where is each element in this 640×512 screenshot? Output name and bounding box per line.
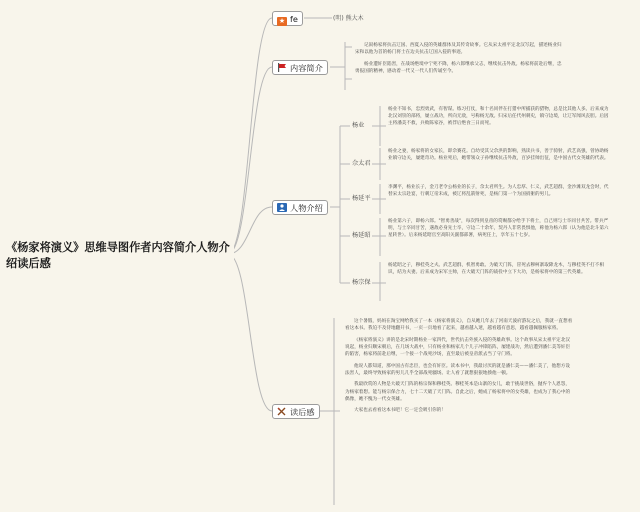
flag-icon (277, 62, 287, 71)
person-icon (277, 202, 287, 211)
character-description (388, 218, 613, 258)
branch-author[interactable] (272, 11, 303, 26)
review-paragraph: 他说人都知道，那中国古有忠臣，也会有奸臣。读本书中，我最讨厌的就是潘仁美——潘仁美了，他想方设法害人，最终导致杨家的男儿几乎全部战死疆场。让人看了就想狠狠地揍他一顿。 (345, 363, 570, 376)
character-text: 杨业之妻，杨家将的女家长，即佘赛花。自幼受其父佘洪的影响，熟读兵书，善于骑射，武艺高强，曾协助杨业镇守边关，屡建奇功。杨业死后，她带领众子孙继续抗击外敌，百岁挂帅出征，是中国古代女英雄的代表。 (388, 149, 609, 162)
character-text: 杨业第六子，即杨六郎。"智勇善战"，每次得到皇帝的赏赐都分给手下将士，自己则与士卒同甘共苦。带兵严明，与士卒同甘苦，遇敌必身先士卒，守边二十余年，契丹人非常畏惧他，称他为杨六郎（认为他是北斗第六星转世）。后来杨延昭官至高阳关副都部署，病死任上，享年五十七岁。 (388, 219, 609, 239)
character-name: 佘太君 (352, 160, 371, 167)
branch-intro[interactable] (272, 60, 328, 75)
character-description (388, 262, 613, 303)
branch-author-label: fe (290, 14, 298, 24)
intro-paragraph: 记叙杨家将抗击辽国、西夏入侵的英雄群体及其传奇故事。它从宋太祖平定北汉写起，描述杨业归宋和以他为首的杨门将士在边关抗击辽国入侵的事迹。 (355, 43, 562, 56)
review-paragraph: 这个暑假，妈妈在淘宝网给我买了一本《杨家将演义》，自从她几年去了河南天波府游玩之后，我就一直想看看这本书。我迫不及待地翻开书，一页一页地看了起来，越看越入迷，越看越有意思，越看越佩服杨家将。 (345, 319, 573, 332)
character-description (388, 106, 613, 150)
character-name: 杨业 (352, 122, 365, 129)
character-description (388, 148, 613, 182)
mindmap-root-title: 《杨家将演义》思维导图作者内容简介人物介绍读后感 (6, 240, 234, 272)
character-name: 杨宗保 (352, 279, 371, 286)
branch-characters[interactable] (272, 200, 328, 215)
branch-characters-label: 人物介绍 (290, 203, 323, 213)
star-icon: ★ (278, 17, 286, 25)
branch-review-label: 读后感 (290, 407, 315, 417)
intro-paragraph: 杨业遭奸臣陷害，在战场绝境中宁死不降，杨六郎继承父志，继续抗击外敌。杨家将前赴后继，忠勇报国的精神，感动着一代又一代人们传诵至今。 (355, 61, 562, 74)
swords-icon (277, 406, 287, 415)
review-text (345, 318, 573, 508)
review-paragraph: 《杨家将演义》讲的是北宋时期杨业一家四代，世代抗击外族入侵的英雄故事。这个故事从宋太祖平定北汉说起，杨业归顺宋朝后，在几场大战中，只有杨业和杨家几个儿子冲锋陷阵，屡建战功，然后遭到潘仁美等奸臣的陷害，杨家将前赴后继，一个接一个战死沙场，直至最后被皇帝派去当了守门将。 (345, 337, 571, 358)
character-text: 李渊平，杨业长子，金刀老令公杨业的长子，佘太君所生。为人忠厚、仁义，武艺超群，金沙滩双龙会时，代替宋太宗赴宴，行刺辽帝未成，被辽将乱箭射死，是杨门第一个为国捐躯的男儿。 (388, 185, 609, 198)
review-paragraph: 我最欣赏的人物是大破天门阵的杨宗保和穆桂英。穆桂英本是山寨的女儿，敢于挑战世俗，抛弃个人恩怨，为杨家着想。能与杨宗保合力，七十二天破了天门阵。自此之后，她成了杨家将中的女英雄，也成为了我心中的偶像，她不愧为一代女英雄。 (345, 382, 571, 402)
character-name: 杨延平 (352, 195, 371, 202)
review-paragraph: 大家也去看看这本书吧！它一定会吸引你的！ (354, 408, 446, 414)
author-name: (明) 熊大木 (333, 15, 364, 22)
intro-text (355, 42, 563, 92)
character-text: 杨延昭之子，穆桂英之夫。武艺超群，机智勇敢。为破天门阵，冒死去穆柯寨取降龙木，与穆桂英不打不相识，结为夫妻。后来成为宋军主帅，在大破天门阵的战役中立下大功，是杨家将中的第三代英雄。 (388, 263, 604, 276)
character-name: 杨延昭 (352, 232, 371, 239)
branch-intro-label: 内容简介 (290, 63, 323, 73)
branch-review[interactable] (272, 404, 320, 419)
character-description (388, 184, 613, 216)
character-text: 杨业不知书，忠烈勇武，有智谋。练习打仗，和十名同伴在打猎中所捕获的猎物，总是比其他人多。后来成为北汉刘崇的部将，屡立战功，所向无敌，号称杨无敌。归宋后任代州刺史，镇守边境，让辽军闻风丧胆。后因主将潘美不救，兵败陈家谷，被俘后绝食三日而死。 (388, 107, 609, 127)
